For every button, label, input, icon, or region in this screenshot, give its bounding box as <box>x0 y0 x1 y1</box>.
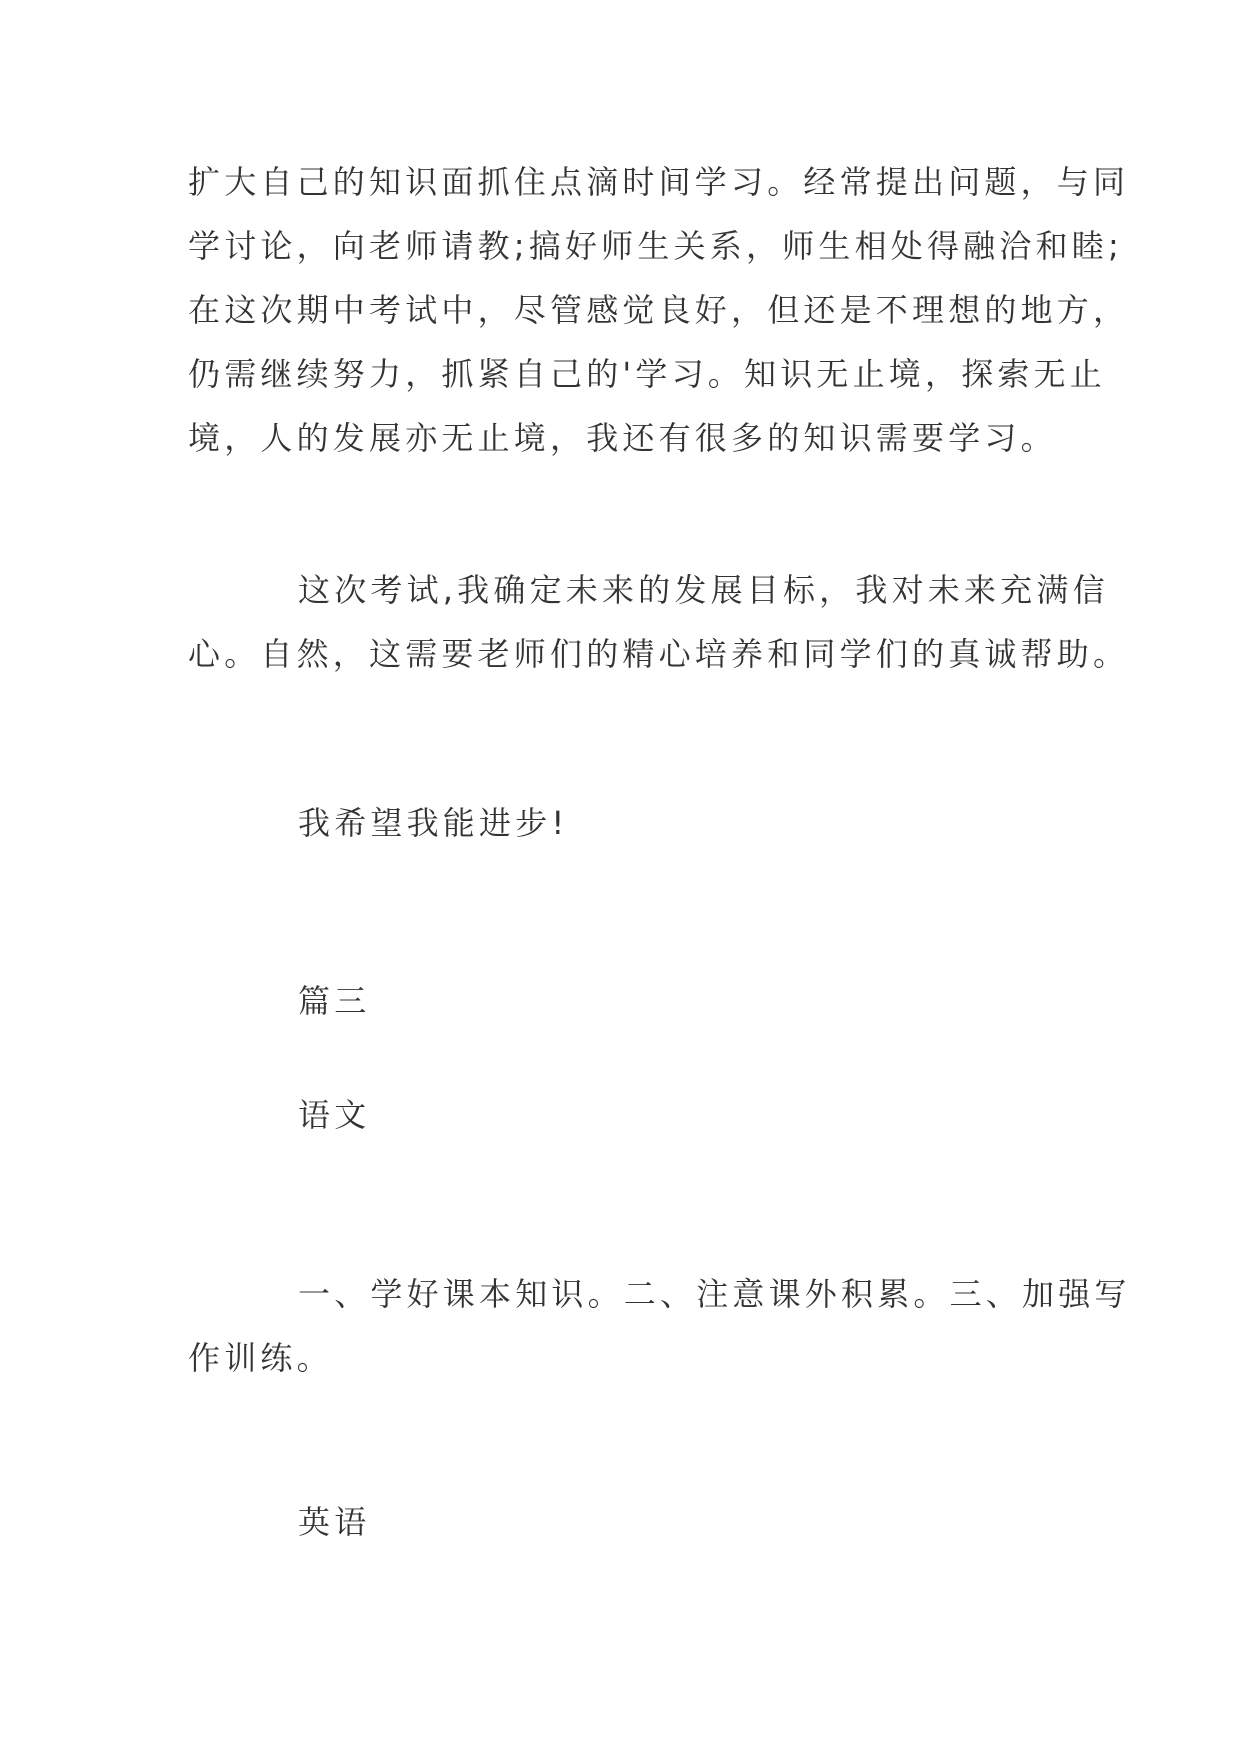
paragraph-line: 这次考试,我确定未来的发展目标，我对未来充满信 <box>298 571 1109 609</box>
paragraph-line: 仍需继续努力，抓紧自己的'学习。知识无止境，探索无止 <box>188 355 1106 393</box>
paragraph-line: 学讨论，向老师请教;搞好师生关系，师生相处得融洽和睦; <box>188 227 1123 265</box>
subject-heading-text: 语文 <box>298 1096 371 1134</box>
subject-heading-chinese <box>188 1083 1068 1147</box>
paragraph-line: 作训练。 <box>188 1339 333 1377</box>
paragraph-line: 心。自然，这需要老师们的精心培养和同学们的真诚帮助。 <box>188 635 1130 673</box>
section-heading <box>188 969 1068 1033</box>
paragraph-chinese-plan <box>188 1262 1131 1390</box>
paragraph-study-habits <box>188 150 1130 470</box>
paragraph-line: 扩大自己的知识面抓住点滴时间学习。经常提出问题，与同 <box>188 163 1130 201</box>
subject-heading-english <box>188 1490 1068 1554</box>
paragraph-line: 我希望我能进步! <box>298 804 569 842</box>
paragraph-hope <box>188 791 1068 855</box>
paragraph-line: 一、学好课本知识。二、注意课外积累。三、加强写 <box>298 1275 1131 1313</box>
section-heading-text: 篇三 <box>298 982 371 1020</box>
paragraph-line: 境，人的发展亦无止境，我还有很多的知识需要学习。 <box>188 419 1057 457</box>
subject-heading-text: 英语 <box>298 1503 371 1541</box>
paragraph-line: 在这次期中考试中，尽管感觉良好，但还是不理想的地方， <box>188 291 1130 329</box>
paragraph-future-goals <box>188 558 1130 686</box>
